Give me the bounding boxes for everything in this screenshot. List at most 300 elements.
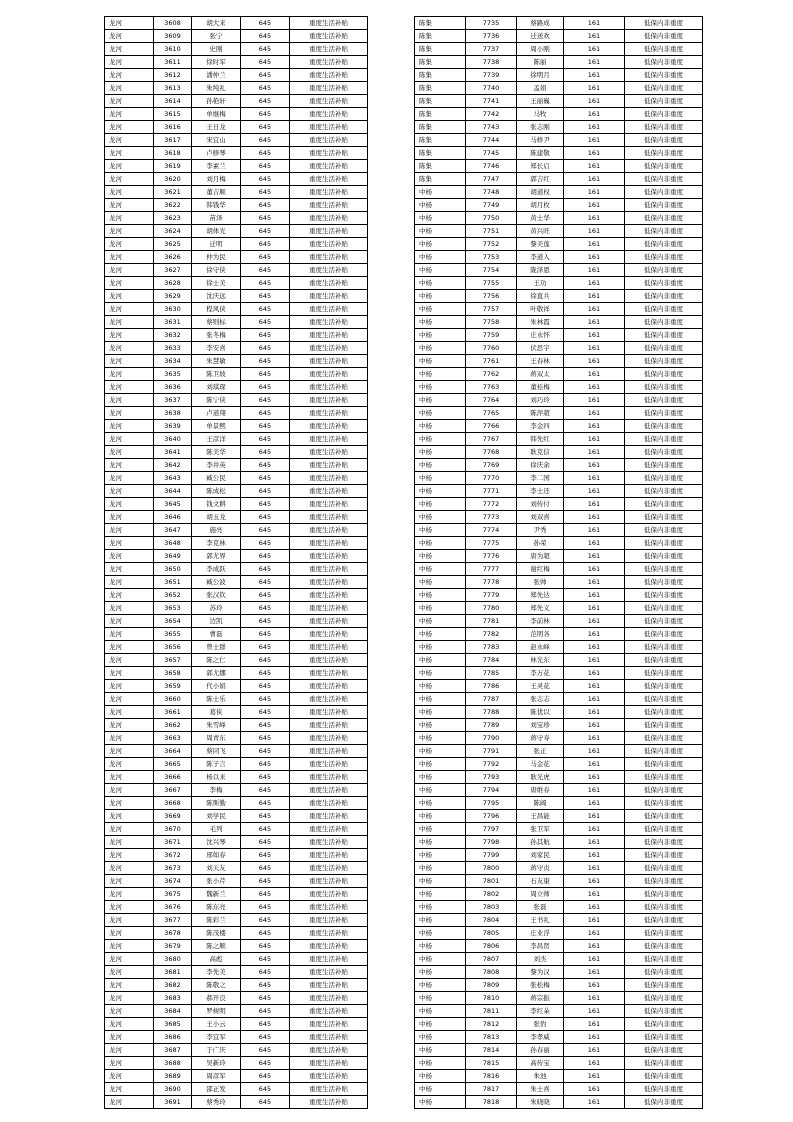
town-cell: 陈集	[415, 82, 466, 95]
category-cell: 重度生活补贴	[290, 212, 368, 225]
category-cell: 重度生活补贴	[290, 1096, 368, 1109]
table-row	[105, 17, 368, 30]
name-cell: 郑先达	[517, 589, 564, 602]
category-cell: 低保内非重度	[625, 329, 703, 342]
category-cell: 低保内非重度	[625, 264, 703, 277]
id-cell: 3681	[154, 966, 192, 979]
table-row	[415, 1096, 703, 1109]
category-cell: 重度生活补贴	[290, 1018, 368, 1031]
amount-cell: 645	[241, 602, 290, 615]
table-row	[105, 56, 368, 69]
id-cell: 3627	[154, 264, 192, 277]
town-cell: 中杨	[415, 446, 466, 459]
amount-cell: 645	[241, 1031, 290, 1044]
amount-cell: 645	[241, 823, 290, 836]
id-cell: 7761	[466, 355, 517, 368]
table-row	[415, 1031, 703, 1044]
category-cell: 低保内非重度	[625, 953, 703, 966]
name-cell: 刘天友	[192, 862, 241, 875]
table-row	[105, 95, 368, 108]
id-cell: 7805	[466, 927, 517, 940]
category-cell: 重度生活补贴	[290, 537, 368, 550]
category-cell: 重度生活补贴	[290, 147, 368, 160]
town-cell: 中杨	[415, 667, 466, 680]
id-cell: 7779	[466, 589, 517, 602]
id-cell: 7801	[466, 875, 517, 888]
category-cell: 低保内非重度	[625, 199, 703, 212]
town-cell: 龙河	[105, 888, 154, 901]
amount-cell: 161	[564, 329, 625, 342]
table-row	[105, 472, 368, 485]
table-row	[105, 485, 368, 498]
name-cell: 唐为超	[517, 550, 564, 563]
amount-cell: 161	[564, 316, 625, 329]
id-cell: 7768	[466, 446, 517, 459]
town-cell: 中杨	[415, 459, 466, 472]
name-cell: 朱士喜	[517, 1083, 564, 1096]
town-cell: 陈集	[415, 134, 466, 147]
name-cell: 张豹	[517, 1018, 564, 1031]
name-cell: 尹秀	[517, 524, 564, 537]
amount-cell: 161	[564, 472, 625, 485]
category-cell: 重度生活补贴	[290, 381, 368, 394]
table-row	[105, 173, 368, 186]
table-row	[415, 875, 703, 888]
table-row	[415, 43, 703, 56]
amount-cell: 161	[564, 368, 625, 381]
table-row	[415, 927, 703, 940]
table-row	[415, 290, 703, 303]
town-cell: 中杨	[415, 849, 466, 862]
category-cell: 重度生活补贴	[290, 1031, 368, 1044]
table-row	[105, 758, 368, 771]
town-cell: 中杨	[415, 368, 466, 381]
table-row	[415, 173, 703, 186]
category-cell: 低保内非重度	[625, 147, 703, 160]
id-cell: 3651	[154, 576, 192, 589]
category-cell: 低保内非重度	[625, 121, 703, 134]
name-cell: 高传宝	[517, 1057, 564, 1070]
table-row	[415, 953, 703, 966]
table-row	[105, 771, 368, 784]
table-row	[105, 667, 368, 680]
town-cell: 中杨	[415, 862, 466, 875]
id-cell: 3631	[154, 316, 192, 329]
category-cell: 重度生活补贴	[290, 199, 368, 212]
town-cell: 中杨	[415, 745, 466, 758]
town-cell: 中杨	[415, 1031, 466, 1044]
name-cell: 张志志	[517, 693, 564, 706]
town-cell: 龙河	[105, 316, 154, 329]
amount-cell: 645	[241, 849, 290, 862]
id-cell: 3647	[154, 524, 192, 537]
amount-cell: 645	[241, 381, 290, 394]
table-row	[105, 992, 368, 1005]
amount-cell: 645	[241, 784, 290, 797]
table-row	[415, 966, 703, 979]
table-row	[415, 823, 703, 836]
amount-cell: 645	[241, 251, 290, 264]
table-row	[105, 108, 368, 121]
category-cell: 重度生活补贴	[290, 966, 368, 979]
amount-cell: 161	[564, 563, 625, 576]
name-cell: 韩钱华	[192, 199, 241, 212]
category-cell: 低保内非重度	[625, 758, 703, 771]
table-row	[415, 771, 703, 784]
name-cell: 朱雪峰	[192, 719, 241, 732]
id-cell: 3668	[154, 797, 192, 810]
town-cell: 中杨	[415, 836, 466, 849]
category-cell: 重度生活补贴	[290, 1005, 368, 1018]
amount-cell: 645	[241, 1057, 290, 1070]
amount-cell: 161	[564, 797, 625, 810]
town-cell: 龙河	[105, 979, 154, 992]
town-cell: 龙河	[105, 745, 154, 758]
id-cell: 7778	[466, 576, 517, 589]
category-cell: 重度生活补贴	[290, 602, 368, 615]
amount-cell: 161	[564, 433, 625, 446]
town-cell: 中杨	[415, 277, 466, 290]
id-cell: 7774	[466, 524, 517, 537]
name-cell: 罗树明	[192, 1005, 241, 1018]
category-cell: 重度生活补贴	[290, 940, 368, 953]
amount-cell: 161	[564, 342, 625, 355]
town-cell: 陈集	[415, 30, 466, 43]
town-cell: 龙河	[105, 810, 154, 823]
id-cell: 7809	[466, 979, 517, 992]
id-cell: 3608	[154, 17, 192, 30]
id-cell: 3664	[154, 745, 192, 758]
id-cell: 3613	[154, 82, 192, 95]
id-cell: 7813	[466, 1031, 517, 1044]
table-row	[415, 160, 703, 173]
id-cell: 7757	[466, 303, 517, 316]
name-cell: 杨以来	[192, 771, 241, 784]
name-cell: 卢道翔	[192, 407, 241, 420]
town-cell: 龙河	[105, 407, 154, 420]
id-cell: 7748	[466, 186, 517, 199]
name-cell: 徐明月	[517, 69, 564, 82]
category-cell: 低保内非重度	[625, 992, 703, 1005]
table-row	[415, 810, 703, 823]
amount-cell: 161	[564, 836, 625, 849]
category-cell: 重度生活补贴	[290, 706, 368, 719]
category-cell: 低保内非重度	[625, 1070, 703, 1083]
name-cell: 蔡秀玲	[192, 1096, 241, 1109]
town-cell: 中杨	[415, 576, 466, 589]
category-cell: 低保内非重度	[625, 1018, 703, 1031]
table-row	[415, 134, 703, 147]
id-cell: 3648	[154, 537, 192, 550]
amount-cell: 161	[564, 303, 625, 316]
category-cell: 低保内非重度	[625, 927, 703, 940]
amount-cell: 161	[564, 992, 625, 1005]
town-cell: 中杨	[415, 498, 466, 511]
town-cell: 中杨	[415, 342, 466, 355]
amount-cell: 161	[564, 1005, 625, 1018]
table-row	[105, 381, 368, 394]
id-cell: 3620	[154, 173, 192, 186]
town-cell: 龙河	[105, 30, 154, 43]
id-cell: 7739	[466, 69, 517, 82]
amount-cell: 645	[241, 654, 290, 667]
id-cell: 7784	[466, 654, 517, 667]
category-cell: 重度生活补贴	[290, 225, 368, 238]
table-row	[105, 966, 368, 979]
category-cell: 低保内非重度	[625, 810, 703, 823]
amount-cell: 645	[241, 420, 290, 433]
table-row	[415, 511, 703, 524]
id-cell: 7759	[466, 329, 517, 342]
name-cell: 李前林	[517, 615, 564, 628]
category-cell: 低保内非重度	[625, 56, 703, 69]
id-cell: 3656	[154, 641, 192, 654]
town-cell: 龙河	[105, 355, 154, 368]
table-row	[105, 199, 368, 212]
amount-cell: 161	[564, 160, 625, 173]
town-cell: 中杨	[415, 719, 466, 732]
table-row	[105, 1070, 368, 1083]
town-cell: 龙河	[105, 394, 154, 407]
category-cell: 重度生活补贴	[290, 56, 368, 69]
category-cell: 低保内非重度	[625, 368, 703, 381]
id-cell: 7766	[466, 420, 517, 433]
id-cell: 3658	[154, 667, 192, 680]
town-cell: 中杨	[415, 810, 466, 823]
category-cell: 低保内非重度	[625, 251, 703, 264]
category-cell: 重度生活补贴	[290, 576, 368, 589]
table-row	[105, 745, 368, 758]
amount-cell: 645	[241, 888, 290, 901]
town-cell: 中杨	[415, 394, 466, 407]
name-cell: 陈彩兰	[192, 914, 241, 927]
amount-cell: 645	[241, 810, 290, 823]
name-cell: 李安喜	[192, 342, 241, 355]
name-cell: 孙艳轩	[192, 95, 241, 108]
table-row	[415, 459, 703, 472]
id-cell: 7804	[466, 914, 517, 927]
category-cell: 低保内非重度	[625, 82, 703, 95]
amount-cell: 645	[241, 459, 290, 472]
id-cell: 3630	[154, 303, 192, 316]
table-row	[415, 1057, 703, 1070]
id-cell: 7747	[466, 173, 517, 186]
name-cell: 郭吉红	[517, 173, 564, 186]
id-cell: 3615	[154, 108, 192, 121]
table-row	[415, 303, 703, 316]
name-cell: 朱晓晓	[517, 1096, 564, 1109]
name-cell: 马修尹	[517, 134, 564, 147]
category-cell: 重度生活补贴	[290, 95, 368, 108]
name-cell: 陇泽恩	[517, 264, 564, 277]
amount-cell: 645	[241, 992, 290, 1005]
table-row	[415, 914, 703, 927]
table-row	[415, 615, 703, 628]
id-cell: 3667	[154, 784, 192, 797]
id-cell: 7817	[466, 1083, 517, 1096]
id-cell: 7765	[466, 407, 517, 420]
name-cell: 臧公波	[192, 576, 241, 589]
town-cell: 中杨	[415, 1096, 466, 1109]
category-cell: 重度生活补贴	[290, 615, 368, 628]
id-cell: 7771	[466, 485, 517, 498]
town-cell: 中杨	[415, 290, 466, 303]
amount-cell: 645	[241, 121, 290, 134]
town-cell: 龙河	[105, 771, 154, 784]
category-cell: 重度生活补贴	[290, 134, 368, 147]
category-cell: 低保内非重度	[625, 485, 703, 498]
id-cell: 3655	[154, 628, 192, 641]
table-row	[415, 992, 703, 1005]
table-row	[105, 589, 368, 602]
table-row	[105, 576, 368, 589]
town-cell: 陈集	[415, 69, 466, 82]
category-cell: 低保内非重度	[625, 537, 703, 550]
table-row	[105, 693, 368, 706]
town-cell: 龙河	[105, 368, 154, 381]
amount-cell: 645	[241, 706, 290, 719]
category-cell: 重度生活补贴	[290, 303, 368, 316]
amount-cell: 161	[564, 615, 625, 628]
category-cell: 重度生活补贴	[290, 680, 368, 693]
name-cell: 王书礼	[517, 914, 564, 927]
name-cell: 胡体光	[192, 225, 241, 238]
id-cell: 7791	[466, 745, 517, 758]
amount-cell: 645	[241, 1096, 290, 1109]
amount-cell: 645	[241, 95, 290, 108]
name-cell: 魏新兰	[192, 888, 241, 901]
id-cell: 7799	[466, 849, 517, 862]
id-cell: 7746	[466, 160, 517, 173]
category-cell: 重度生活补贴	[290, 121, 368, 134]
town-cell: 龙河	[105, 134, 154, 147]
category-cell: 低保内非重度	[625, 602, 703, 615]
id-cell: 3689	[154, 1070, 192, 1083]
category-cell: 重度生活补贴	[290, 628, 368, 641]
id-cell: 7793	[466, 771, 517, 784]
town-cell: 中杨	[415, 602, 466, 615]
id-cell: 7776	[466, 550, 517, 563]
table-row	[415, 433, 703, 446]
town-cell: 龙河	[105, 628, 154, 641]
town-cell: 中杨	[415, 1044, 466, 1057]
table-row	[415, 797, 703, 810]
category-cell: 重度生活补贴	[290, 732, 368, 745]
id-cell: 3612	[154, 69, 192, 82]
amount-cell: 161	[564, 641, 625, 654]
id-cell: 7800	[466, 862, 517, 875]
amount-cell: 645	[241, 732, 290, 745]
town-cell: 龙河	[105, 212, 154, 225]
id-cell: 7737	[466, 43, 517, 56]
amount-cell: 645	[241, 186, 290, 199]
id-cell: 3665	[154, 758, 192, 771]
category-cell: 低保内非重度	[625, 212, 703, 225]
category-cell: 低保内非重度	[625, 589, 703, 602]
town-cell: 龙河	[105, 43, 154, 56]
name-cell: 张小芹	[192, 875, 241, 888]
name-cell: 蔡路成	[517, 17, 564, 30]
category-cell: 重度生活补贴	[290, 667, 368, 680]
right-table-body	[415, 17, 703, 1109]
table-row	[415, 641, 703, 654]
amount-cell: 645	[241, 862, 290, 875]
name-cell: 张宁	[192, 30, 241, 43]
category-cell: 低保内非重度	[625, 693, 703, 706]
category-cell: 重度生活补贴	[290, 446, 368, 459]
town-cell: 龙河	[105, 199, 154, 212]
table-row	[415, 56, 703, 69]
amount-cell: 161	[564, 914, 625, 927]
category-cell: 低保内非重度	[625, 316, 703, 329]
id-cell: 7754	[466, 264, 517, 277]
amount-cell: 645	[241, 537, 290, 550]
town-cell: 龙河	[105, 914, 154, 927]
town-cell: 龙河	[105, 420, 154, 433]
category-cell: 重度生活补贴	[290, 758, 368, 771]
name-cell: 王灵花	[517, 680, 564, 693]
id-cell: 3618	[154, 147, 192, 160]
amount-cell: 645	[241, 745, 290, 758]
town-cell: 龙河	[105, 186, 154, 199]
table-row	[105, 316, 368, 329]
town-cell: 龙河	[105, 381, 154, 394]
amount-cell: 645	[241, 589, 290, 602]
category-cell: 低保内非重度	[625, 381, 703, 394]
id-cell: 3632	[154, 329, 192, 342]
town-cell: 中杨	[415, 511, 466, 524]
town-cell: 龙河	[105, 1096, 154, 1109]
table-row	[415, 108, 703, 121]
name-cell: 朱慧敏	[192, 355, 241, 368]
name-cell: 马金花	[517, 758, 564, 771]
amount-cell: 645	[241, 30, 290, 43]
name-cell: 葛侠	[192, 706, 241, 719]
id-cell: 3682	[154, 979, 192, 992]
amount-cell: 645	[241, 394, 290, 407]
town-cell: 龙河	[105, 56, 154, 69]
amount-cell: 645	[241, 342, 290, 355]
category-cell: 低保内非重度	[625, 719, 703, 732]
name-cell: 迁明	[192, 238, 241, 251]
table-row	[105, 797, 368, 810]
id-cell: 3614	[154, 95, 192, 108]
table-row	[415, 667, 703, 680]
town-cell: 龙河	[105, 95, 154, 108]
id-cell: 3645	[154, 498, 192, 511]
town-cell: 龙河	[105, 238, 154, 251]
id-cell: 7808	[466, 966, 517, 979]
name-cell: 王丽巍	[517, 95, 564, 108]
category-cell: 低保内非重度	[625, 849, 703, 862]
id-cell: 7785	[466, 667, 517, 680]
amount-cell: 161	[564, 1070, 625, 1083]
amount-cell: 161	[564, 693, 625, 706]
name-cell: 高彪	[192, 953, 241, 966]
name-cell: 李昌贤	[517, 940, 564, 953]
table-row	[105, 914, 368, 927]
name-cell: 徐直兵	[517, 290, 564, 303]
id-cell: 3635	[154, 368, 192, 381]
town-cell: 中杨	[415, 784, 466, 797]
amount-cell: 645	[241, 433, 290, 446]
table-row	[415, 524, 703, 537]
amount-cell: 161	[564, 758, 625, 771]
town-cell: 中杨	[415, 485, 466, 498]
category-cell: 重度生活补贴	[290, 459, 368, 472]
town-cell: 中杨	[415, 641, 466, 654]
town-cell: 龙河	[105, 875, 154, 888]
